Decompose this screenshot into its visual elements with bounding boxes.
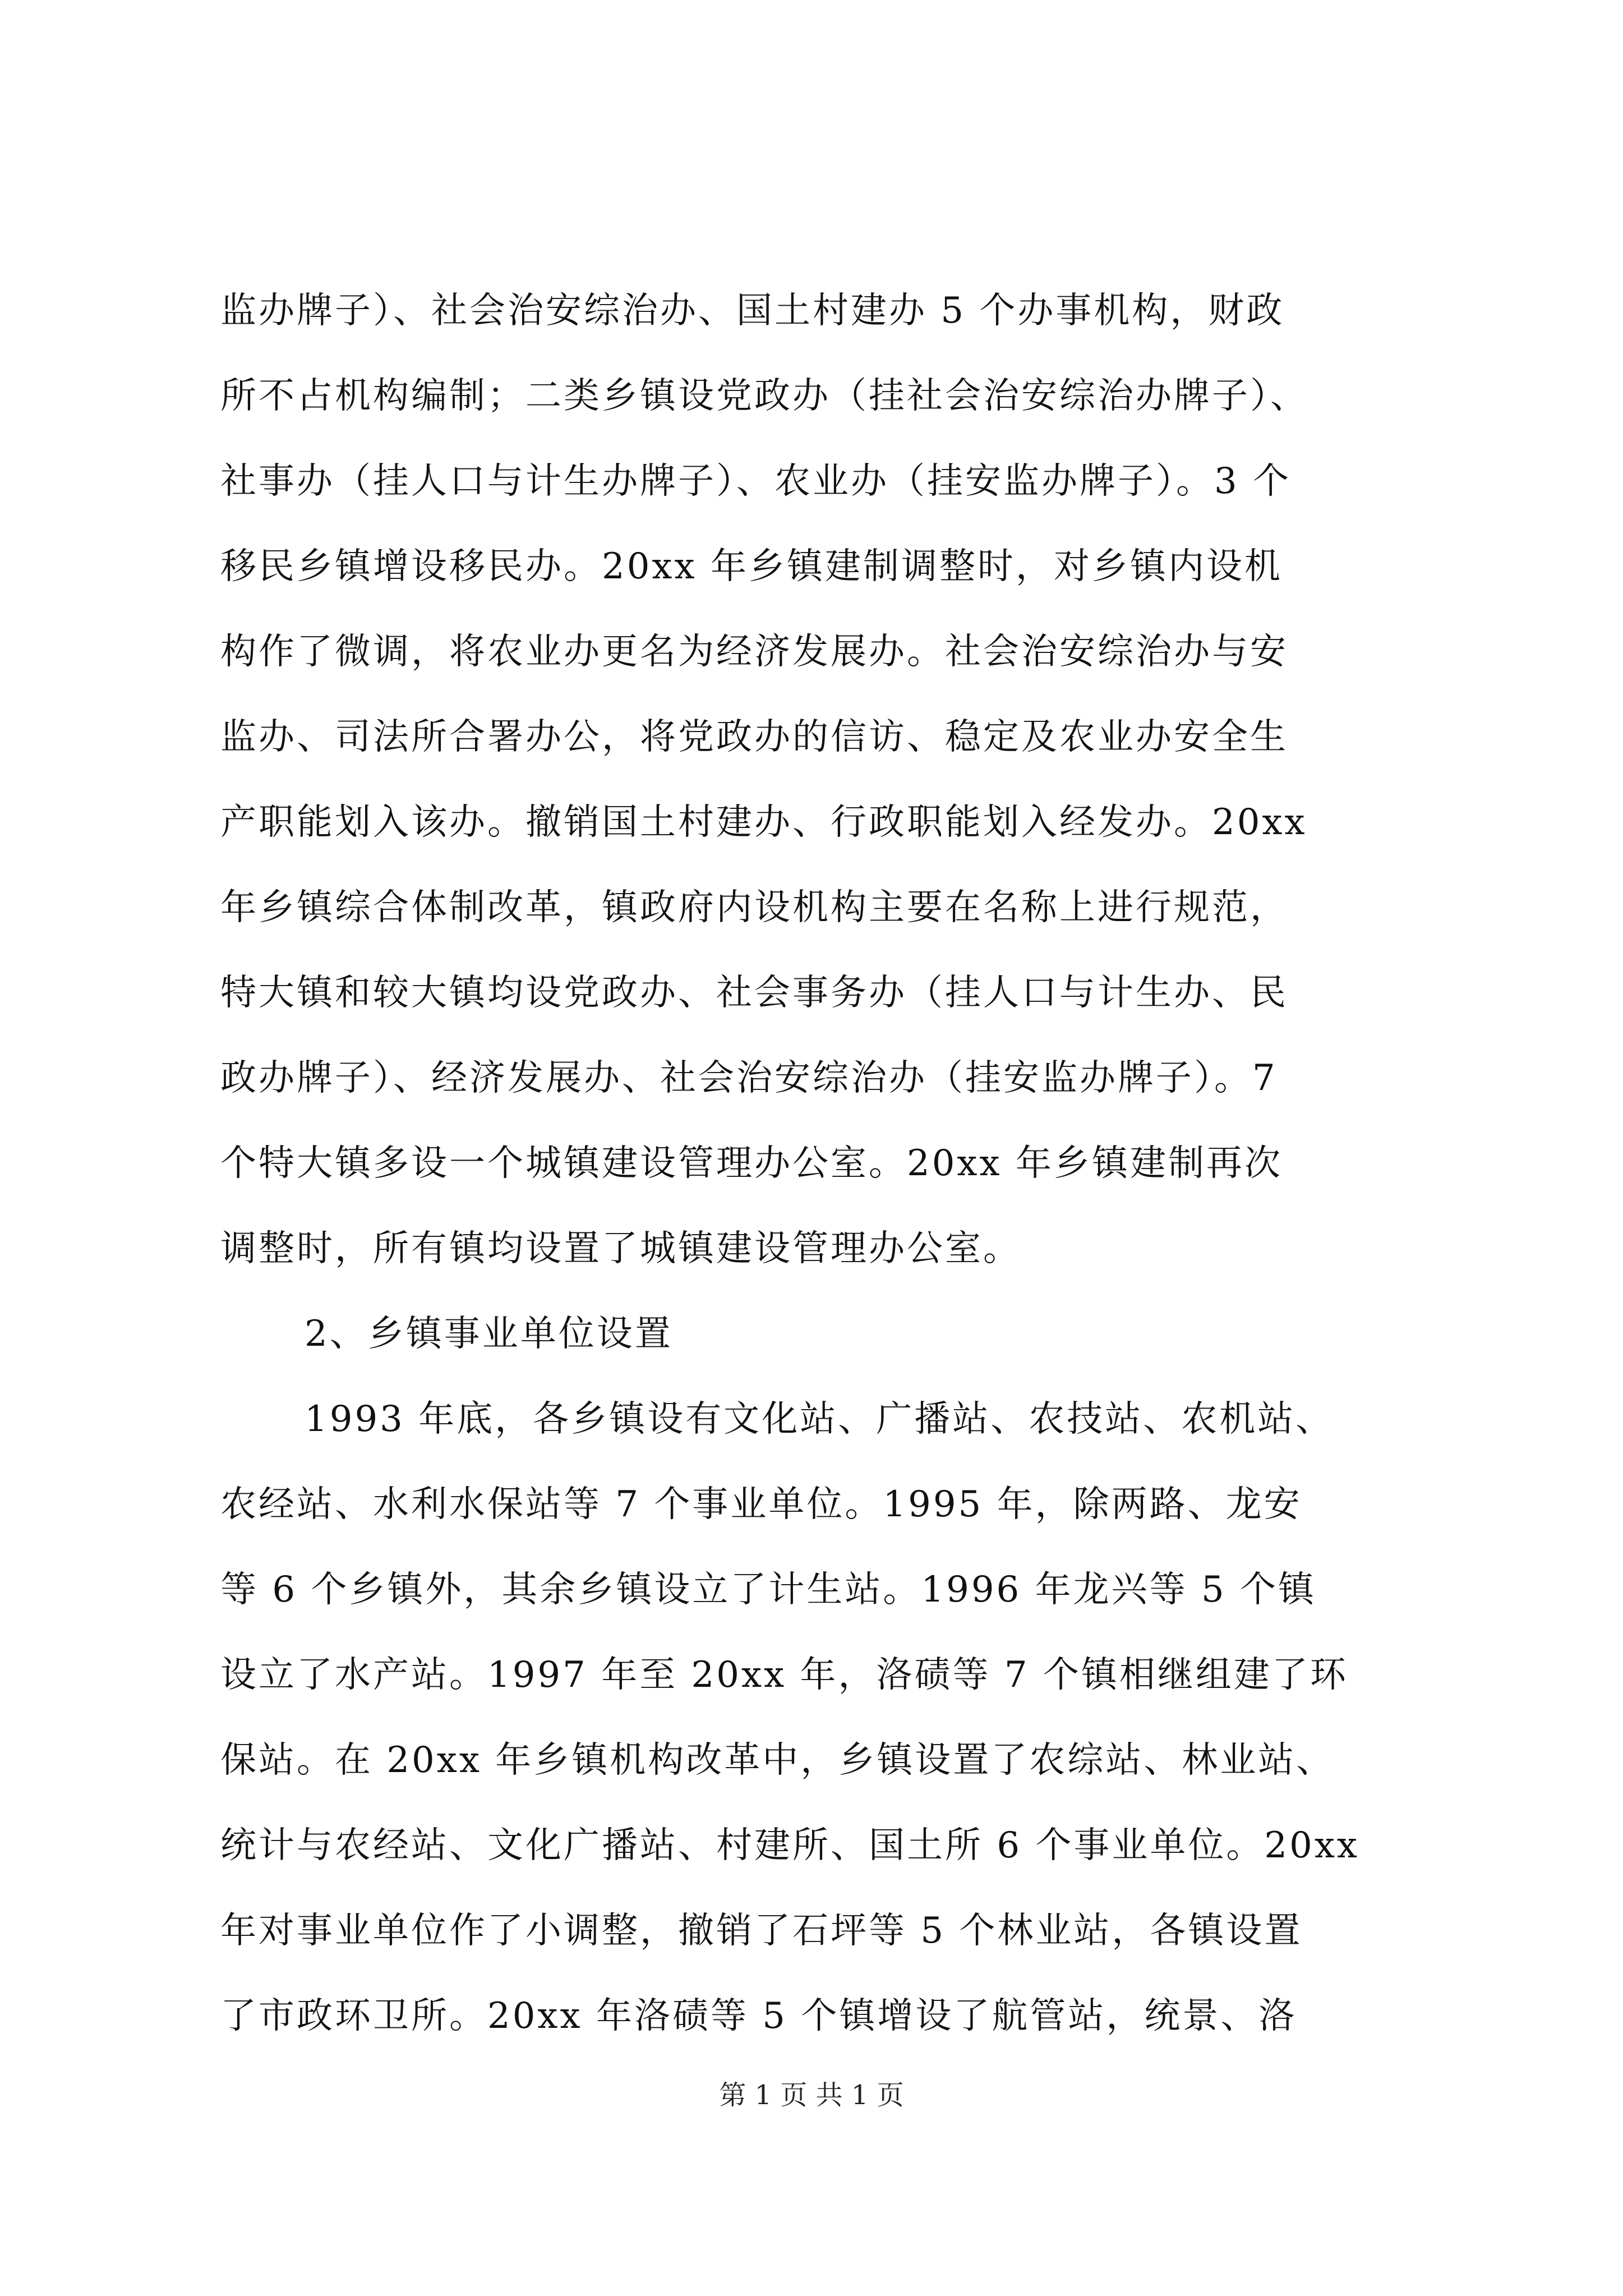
text-line: 所不占机构编制；二类乡镇设党政办（挂社会治安综治办牌子）、	[220, 375, 1308, 417]
text-line: 年对事业单位作了小调整，撤销了石坪等 5 个林业站，各镇设置	[220, 1910, 1303, 1952]
text-line: 年乡镇综合体制改革，镇政府内设机构主要在名称上进行规范，	[220, 887, 1288, 928]
text-line: 保站。在 20xx 年乡镇机构改革中，乡镇设置了农综站、林业站、	[220, 1740, 1335, 1781]
text-line: 等 6 个乡镇外，其余乡镇设立了计生站。1996 年龙兴等 5 个镇	[220, 1569, 1317, 1611]
text-line: 个特大镇多设一个城镇建设管理办公室。20xx 年乡镇建制再次	[220, 1143, 1283, 1184]
section-heading: 2、乡镇事业单位设置	[305, 1313, 673, 1355]
text-line: 调整时，所有镇均设置了城镇建设管理办公室。	[220, 1228, 1021, 1269]
text-line: 监办、司法所合署办公，将党政办的信访、稳定及农业办安全生	[220, 716, 1288, 758]
text-line: 统计与农经站、文化广播站、村建所、国土所 6 个事业单位。20xx	[220, 1825, 1360, 1866]
text-line: 特大镇和较大镇均设党政办、社会事务办（挂人口与计生办、民	[220, 972, 1288, 1014]
text-line: 设立了水产站。1997 年至 20xx 年，洛碛等 7 个镇相继组建了环	[220, 1654, 1348, 1696]
page-number: 第 1 页 共 1 页	[719, 2079, 904, 2111]
text-line: 社事办（挂人口与计生办牌子）、农业办（挂安监办牌子）。3 个	[220, 461, 1292, 502]
text-line: 构作了微调，将农业办更名为经济发展办。社会治安综治办与安	[220, 631, 1288, 673]
page-footer	[0, 2076, 1623, 2115]
paragraph-first-line: 1993 年底，各乡镇设有文化站、广播站、农技站、农机站、	[305, 1398, 1334, 1440]
text-line: 产职能划入该办。撤销国土村建办、行政职能划入经发办。20xx	[220, 802, 1307, 843]
text-line: 了市政环卫所。20xx 年洛碛等 5 个镇增设了航管站，统景、洛	[220, 1995, 1297, 2037]
text-line: 政办牌子）、经济发展办、社会治安综治办（挂安监办牌子）。7	[220, 1057, 1278, 1099]
text-line: 监办牌子）、社会治安综治办、国土村建办 5 个办事机构，财政	[220, 290, 1285, 332]
text-line: 移民乡镇增设移民办。20xx 年乡镇建制调整时，对乡镇内设机	[220, 546, 1283, 587]
document-body	[220, 268, 1421, 2059]
text-line: 农经站、水利水保站等 7 个事业单位。1995 年，除两路、龙安	[220, 1484, 1302, 1525]
